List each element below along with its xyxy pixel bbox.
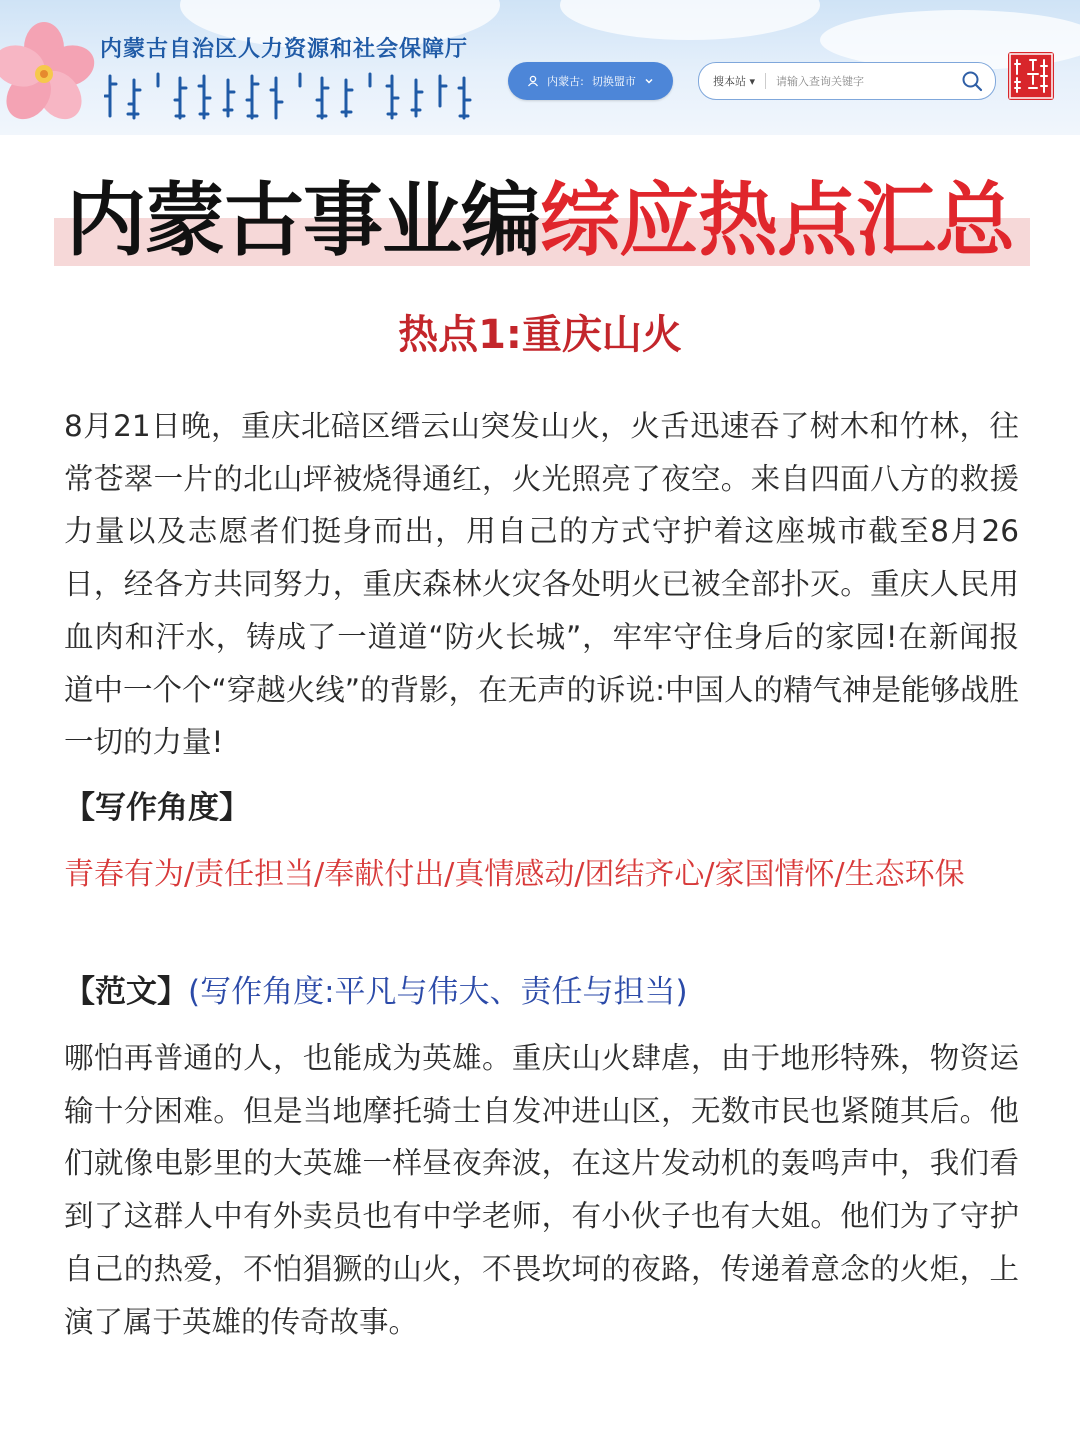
writing-angle-list: 青春有为/责任担当/奉献付出/真情感动/团结齐心/家国情怀/生态环保	[64, 857, 965, 892]
sample-essay-paragraph: 哪怕再普通的人，也能成为英雄。重庆山火肆虐，由于地形特殊，物资运输十分困难。但是当地摩托骑士自发冲进山区，无数市民也紧随其后。他们就像电影里的大英雄一样昼夜奔波，在这片发动机的轰鸣声中，我们看到了这群人中有外卖员也有中学老师，有小伙子也有大姐。他们为了守护自己的热爱，不怕猖獗的山火，不畏坎坷的夜路，传递着意念的火炬，上演了属于英雄的传奇故事。	[64, 1041, 1019, 1339]
mongolian-script-decoration	[104, 70, 484, 126]
sample-essay-heading-line	[64, 966, 688, 1018]
site-search	[698, 62, 996, 100]
chevron-down-icon	[644, 76, 654, 86]
region-switch-button[interactable]	[508, 62, 673, 100]
sample-essay-heading: 【范文】	[64, 974, 188, 1010]
site-header-banner	[0, 0, 1080, 135]
organization-name[interactable]: 内蒙古自治区人力资源和社会保障厅	[100, 37, 469, 62]
cloud-decoration	[560, 0, 820, 40]
flower-logo-icon	[0, 22, 106, 122]
page-title-part1: 内蒙古事业编	[66, 174, 540, 267]
search-scope-dropdown[interactable]: 搜本站 ▾	[699, 73, 766, 89]
search-input[interactable]	[766, 74, 961, 89]
search-icon[interactable]	[961, 70, 983, 92]
page-title-part2: 综应热点汇总	[540, 174, 1014, 267]
sample-essay-angle: (写作角度:平凡与伟大、责任与担当)	[188, 974, 688, 1010]
writing-angle-heading: 【写作角度】	[64, 790, 250, 826]
region-switch-label: 切换盟市	[591, 75, 636, 88]
hotspot-heading: 热点1:重庆山火	[398, 312, 682, 358]
region-prefix: 内蒙古:	[547, 75, 584, 88]
hotspot-paragraph: 8月21日晚，重庆北碚区缙云山突发山火，火舌迅速吞了树木和竹林，往常苍翠一片的北山坪被烧得通红，火光照亮了夜空。来自四面八方的救援力量以及志愿者们挺身而出，用自己的方式守护着这座城市截至8月26日，经各方共同努力，重庆森林火灾各处明火已被全部扑灭。重庆人民用血肉和汗水，铸成了一道道“防火长城”，牢牢守住身后的家园!在新闻报道中一个个“穿越火线”的背影，在无声的诉说:中国人的精气神是能够战胜一切的力量!	[64, 409, 1020, 760]
page-title	[0, 166, 1080, 276]
user-location-icon	[527, 75, 539, 87]
inner-mongolia-seal-logo	[1008, 52, 1054, 100]
